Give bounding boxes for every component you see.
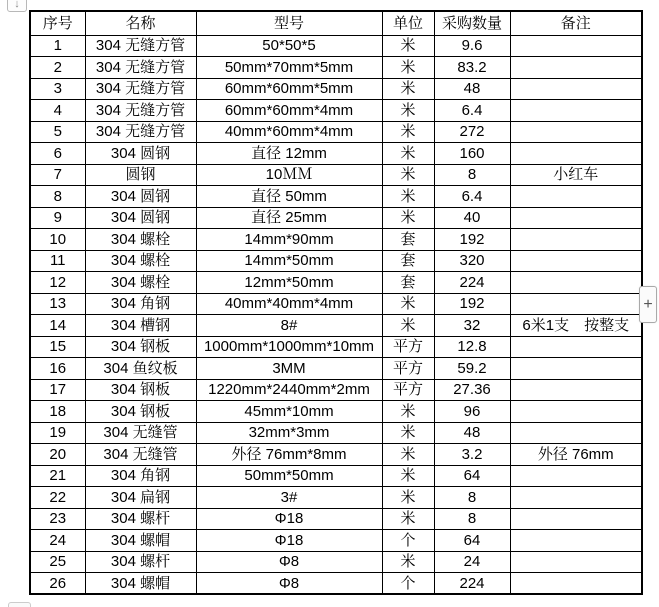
table-cell-remark[interactable] [510, 35, 642, 57]
table-cell-quantity[interactable]: 96 [434, 401, 510, 423]
table-cell-remark[interactable] [510, 143, 642, 165]
table-cell-model[interactable]: 1000mm*1000mm*10mm [196, 336, 382, 358]
table-cell-unit[interactable]: 套 [382, 229, 434, 251]
table-cell-remark[interactable] [510, 78, 642, 100]
table-row [30, 229, 642, 251]
table-cell-quantity[interactable]: 48 [434, 422, 510, 444]
table-cell-quantity[interactable]: 59.2 [434, 358, 510, 380]
table-row [30, 358, 642, 380]
table-row [30, 207, 642, 229]
table-cell-quantity[interactable]: 48 [434, 78, 510, 100]
table-cell-quantity[interactable]: 224 [434, 573, 510, 595]
table-cell-unit[interactable]: 平方 [382, 379, 434, 401]
table-cell-model[interactable]: Φ8 [196, 573, 382, 595]
table-row [30, 186, 642, 208]
column-header-quantity[interactable]: 采购数量 [434, 11, 510, 35]
table-cell-remark[interactable] [510, 186, 642, 208]
table-cell-name[interactable]: 304 槽钢 [85, 315, 196, 337]
table-cell-name[interactable]: 304 鱼纹板 [85, 358, 196, 380]
table-cell-index[interactable]: 7 [30, 164, 85, 186]
table-cell-model[interactable]: 14mm*50mm [196, 250, 382, 272]
table-cell-quantity[interactable]: 8 [434, 164, 510, 186]
table-cell-name[interactable]: 304 钢板 [85, 401, 196, 423]
table-cell-quantity[interactable]: 8 [434, 487, 510, 509]
table-cell-index[interactable]: 26 [30, 573, 85, 595]
table-cell-remark[interactable] [510, 121, 642, 143]
table-cell-name[interactable]: 304 无缝方管 [85, 57, 196, 79]
table-cell-model[interactable]: 直径 25mm [196, 207, 382, 229]
table-row [30, 508, 642, 530]
column-header-model[interactable]: 型号 [196, 11, 382, 35]
table-cell-index[interactable]: 22 [30, 487, 85, 509]
table-row [30, 293, 642, 315]
table-row [30, 121, 642, 143]
table-cell-index[interactable]: 14 [30, 315, 85, 337]
column-header-name[interactable]: 名称 [85, 11, 196, 35]
table-cell-index[interactable]: 5 [30, 121, 85, 143]
table-cell-model[interactable]: Φ18 [196, 508, 382, 530]
table-row [30, 78, 642, 100]
table-cell-model[interactable]: 8# [196, 315, 382, 337]
table-cell-index[interactable]: 15 [30, 336, 85, 358]
table-cell-quantity[interactable]: 32 [434, 315, 510, 337]
table-cell-name[interactable]: 304 螺栓 [85, 229, 196, 251]
add-column-button[interactable] [639, 286, 657, 323]
table-cell-unit[interactable]: 平方 [382, 358, 434, 380]
table-cell-model[interactable]: 1220mm*2440mm*2mm [196, 379, 382, 401]
table-cell-index[interactable]: 11 [30, 250, 85, 272]
table-cell-index[interactable]: 6 [30, 143, 85, 165]
table-cell-quantity[interactable]: 6.4 [434, 186, 510, 208]
table-cell-name[interactable]: 304 螺杆 [85, 551, 196, 573]
table-row [30, 465, 642, 487]
table-cell-name[interactable]: 304 钢板 [85, 336, 196, 358]
table-cell-model[interactable]: 60mm*60mm*5mm [196, 78, 382, 100]
table-cell-index[interactable]: 3 [30, 78, 85, 100]
table-row [30, 272, 642, 294]
table-cell-quantity[interactable]: 64 [434, 465, 510, 487]
table-cell-remark[interactable] [510, 530, 642, 552]
arrow-down-icon: ↓ [14, 0, 20, 10]
table-cell-unit[interactable]: 套 [382, 250, 434, 272]
table-cell-unit[interactable]: 米 [382, 186, 434, 208]
table-cell-index[interactable]: 24 [30, 530, 85, 552]
table-cell-model[interactable]: 40mm*40mm*4mm [196, 293, 382, 315]
table-cell-quantity[interactable]: 64 [434, 530, 510, 552]
table-cell-name[interactable]: 304 圆钢 [85, 186, 196, 208]
table-cell-index[interactable]: 25 [30, 551, 85, 573]
table-row [30, 100, 642, 122]
table-cell-index[interactable]: 9 [30, 207, 85, 229]
table-cell-index[interactable]: 17 [30, 379, 85, 401]
column-header-remark[interactable]: 备注 [510, 11, 642, 35]
table-cell-unit[interactable]: 套 [382, 272, 434, 294]
table-cell-name[interactable]: 304 无缝方管 [85, 100, 196, 122]
table-cell-remark[interactable] [510, 293, 642, 315]
table-row [30, 530, 642, 552]
table-cell-model[interactable]: 3# [196, 487, 382, 509]
table-cell-quantity[interactable]: 272 [434, 121, 510, 143]
table-cell-name[interactable]: 圆钢 [85, 164, 196, 186]
table-cell-unit[interactable]: 平方 [382, 336, 434, 358]
table-cell-index[interactable]: 2 [30, 57, 85, 79]
table-row [30, 35, 642, 57]
table-cell-index[interactable]: 19 [30, 422, 85, 444]
table-cell-remark[interactable] [510, 573, 642, 595]
table-cell-name[interactable]: 304 无缝管 [85, 444, 196, 466]
table-row [30, 143, 642, 165]
table-cell-model[interactable]: Φ18 [196, 530, 382, 552]
table-cell-unit[interactable]: 米 [382, 57, 434, 79]
column-header-unit[interactable]: 单位 [382, 11, 434, 35]
table-cell-remark[interactable] [510, 508, 642, 530]
table-cell-index[interactable]: 8 [30, 186, 85, 208]
table-cell-unit[interactable]: 米 [382, 143, 434, 165]
table-row [30, 573, 642, 595]
table-cell-unit[interactable]: 米 [382, 100, 434, 122]
table-cell-model[interactable]: 45mm*10mm [196, 401, 382, 423]
table-handle-button[interactable] [7, 0, 27, 12]
plus-icon: + [643, 295, 653, 313]
table-cell-unit[interactable]: 米 [382, 121, 434, 143]
table-cell-remark[interactable]: 小红车 [510, 164, 642, 186]
table-cell-quantity[interactable]: 40 [434, 207, 510, 229]
table-cell-index[interactable]: 20 [30, 444, 85, 466]
table-cell-index[interactable]: 16 [30, 358, 85, 380]
table-cell-unit[interactable]: 米 [382, 293, 434, 315]
table-cell-remark[interactable] [510, 551, 642, 573]
table-cell-model[interactable]: 50mm*50mm [196, 465, 382, 487]
table-cell-unit[interactable]: 米 [382, 35, 434, 57]
table-row [30, 444, 642, 466]
table-cell-index[interactable]: 21 [30, 465, 85, 487]
table-cell-unit[interactable]: 米 [382, 315, 434, 337]
table-cell-unit[interactable]: 米 [382, 164, 434, 186]
table-row [30, 336, 642, 358]
table-cell-quantity[interactable]: 320 [434, 250, 510, 272]
table-cell-model[interactable]: 直径 12mm [196, 143, 382, 165]
table-cell-model[interactable]: 直径 50mm [196, 186, 382, 208]
table-cell-name[interactable]: 304 无缝方管 [85, 78, 196, 100]
table-cell-model[interactable]: 外径 76mm*8mm [196, 444, 382, 466]
table-cell-remark[interactable] [510, 358, 642, 380]
table-cell-remark[interactable] [510, 57, 642, 79]
table-cell-name[interactable]: 304 圆钢 [85, 207, 196, 229]
table-cell-remark[interactable]: 6米1支 按整支 [510, 315, 642, 337]
table-row [30, 379, 642, 401]
table-cell-index[interactable]: 13 [30, 293, 85, 315]
table-cell-index[interactable]: 12 [30, 272, 85, 294]
column-header-index[interactable]: 序号 [30, 11, 85, 35]
table-cell-index[interactable]: 10 [30, 229, 85, 251]
table-cell-unit[interactable]: 米 [382, 444, 434, 466]
table-cell-model[interactable]: Φ8 [196, 551, 382, 573]
table-cell-name[interactable]: 304 角钢 [85, 465, 196, 487]
table-row [30, 250, 642, 272]
table-cell-quantity[interactable]: 27.36 [434, 379, 510, 401]
table-cell-unit[interactable]: 米 [382, 78, 434, 100]
table-cell-remark[interactable] [510, 229, 642, 251]
table-cell-quantity[interactable]: 24 [434, 551, 510, 573]
table-row [30, 315, 642, 337]
table-cell-name[interactable]: 304 螺栓 [85, 272, 196, 294]
table-cell-name[interactable]: 304 无缝方管 [85, 121, 196, 143]
table-cell-name[interactable]: 304 钢板 [85, 379, 196, 401]
table-cell-model[interactable]: 3MM [196, 358, 382, 380]
table-cell-quantity[interactable]: 192 [434, 293, 510, 315]
table-cell-quantity[interactable]: 8 [434, 508, 510, 530]
table-cell-quantity[interactable]: 6.4 [434, 100, 510, 122]
table-row [30, 401, 642, 423]
table-cell-remark[interactable] [510, 100, 642, 122]
table-row [30, 57, 642, 79]
table-cell-quantity[interactable]: 160 [434, 143, 510, 165]
table-cell-name[interactable]: 304 无缝管 [85, 422, 196, 444]
table-cell-model[interactable]: 12mm*50mm [196, 272, 382, 294]
table-cell-model[interactable]: 32mm*3mm [196, 422, 382, 444]
table-row [30, 422, 642, 444]
table-cell-quantity[interactable]: 83.2 [434, 57, 510, 79]
table-cell-unit[interactable]: 米 [382, 487, 434, 509]
table-cell-unit[interactable]: 米 [382, 465, 434, 487]
table-cell-name[interactable]: 304 螺帽 [85, 530, 196, 552]
table-cell-model[interactable]: 50mm*70mm*5mm [196, 57, 382, 79]
table-cell-name[interactable]: 304 螺杆 [85, 508, 196, 530]
table-cell-remark[interactable] [510, 207, 642, 229]
table-cell-quantity[interactable]: 3.2 [434, 444, 510, 466]
table-cell-remark[interactable] [510, 379, 642, 401]
table-cell-unit[interactable]: 米 [382, 207, 434, 229]
table-row [30, 551, 642, 573]
table-cell-unit[interactable]: 个 [382, 573, 434, 595]
table-cell-unit[interactable]: 米 [382, 508, 434, 530]
table-cell-name[interactable]: 304 螺栓 [85, 250, 196, 272]
table-cell-remark[interactable] [510, 422, 642, 444]
table-header-row [30, 11, 642, 35]
table-cell-quantity[interactable]: 224 [434, 272, 510, 294]
table-cell-name[interactable]: 304 螺帽 [85, 573, 196, 595]
table-cell-unit[interactable]: 个 [382, 530, 434, 552]
table-cell-name[interactable]: 304 角钢 [85, 293, 196, 315]
partial-bottom-button[interactable] [8, 602, 31, 607]
table-cell-model[interactable]: 14mm*90mm [196, 229, 382, 251]
table-row [30, 164, 642, 186]
table-cell-name[interactable]: 304 圆钢 [85, 143, 196, 165]
table-cell-index[interactable]: 4 [30, 100, 85, 122]
table-cell-model[interactable]: 50*50*5 [196, 35, 382, 57]
table-cell-remark[interactable] [510, 465, 642, 487]
table-cell-remark[interactable] [510, 272, 642, 294]
table-cell-name[interactable]: 304 扁钢 [85, 487, 196, 509]
table-cell-remark[interactable] [510, 487, 642, 509]
table-cell-index[interactable]: 1 [30, 35, 85, 57]
table-cell-index[interactable]: 18 [30, 401, 85, 423]
procurement-table [29, 10, 643, 595]
table-cell-name[interactable]: 304 无缝方管 [85, 35, 196, 57]
table-cell-model[interactable]: 40mm*60mm*4mm [196, 121, 382, 143]
table-cell-index[interactable]: 23 [30, 508, 85, 530]
table-row [30, 487, 642, 509]
table-cell-unit[interactable]: 米 [382, 551, 434, 573]
table-cell-model[interactable]: 10ＭＭ [196, 164, 382, 186]
table-body [30, 35, 642, 594]
table-cell-quantity[interactable]: 192 [434, 229, 510, 251]
table-cell-quantity[interactable]: 9.6 [434, 35, 510, 57]
table-cell-model[interactable]: 60mm*60mm*4mm [196, 100, 382, 122]
table-cell-unit[interactable]: 米 [382, 422, 434, 444]
table-cell-remark[interactable] [510, 401, 642, 423]
table-cell-quantity[interactable]: 12.8 [434, 336, 510, 358]
table-cell-remark[interactable] [510, 336, 642, 358]
table-cell-unit[interactable]: 米 [382, 401, 434, 423]
table-cell-remark[interactable] [510, 250, 642, 272]
table-cell-remark[interactable]: 外径 76mm [510, 444, 642, 466]
